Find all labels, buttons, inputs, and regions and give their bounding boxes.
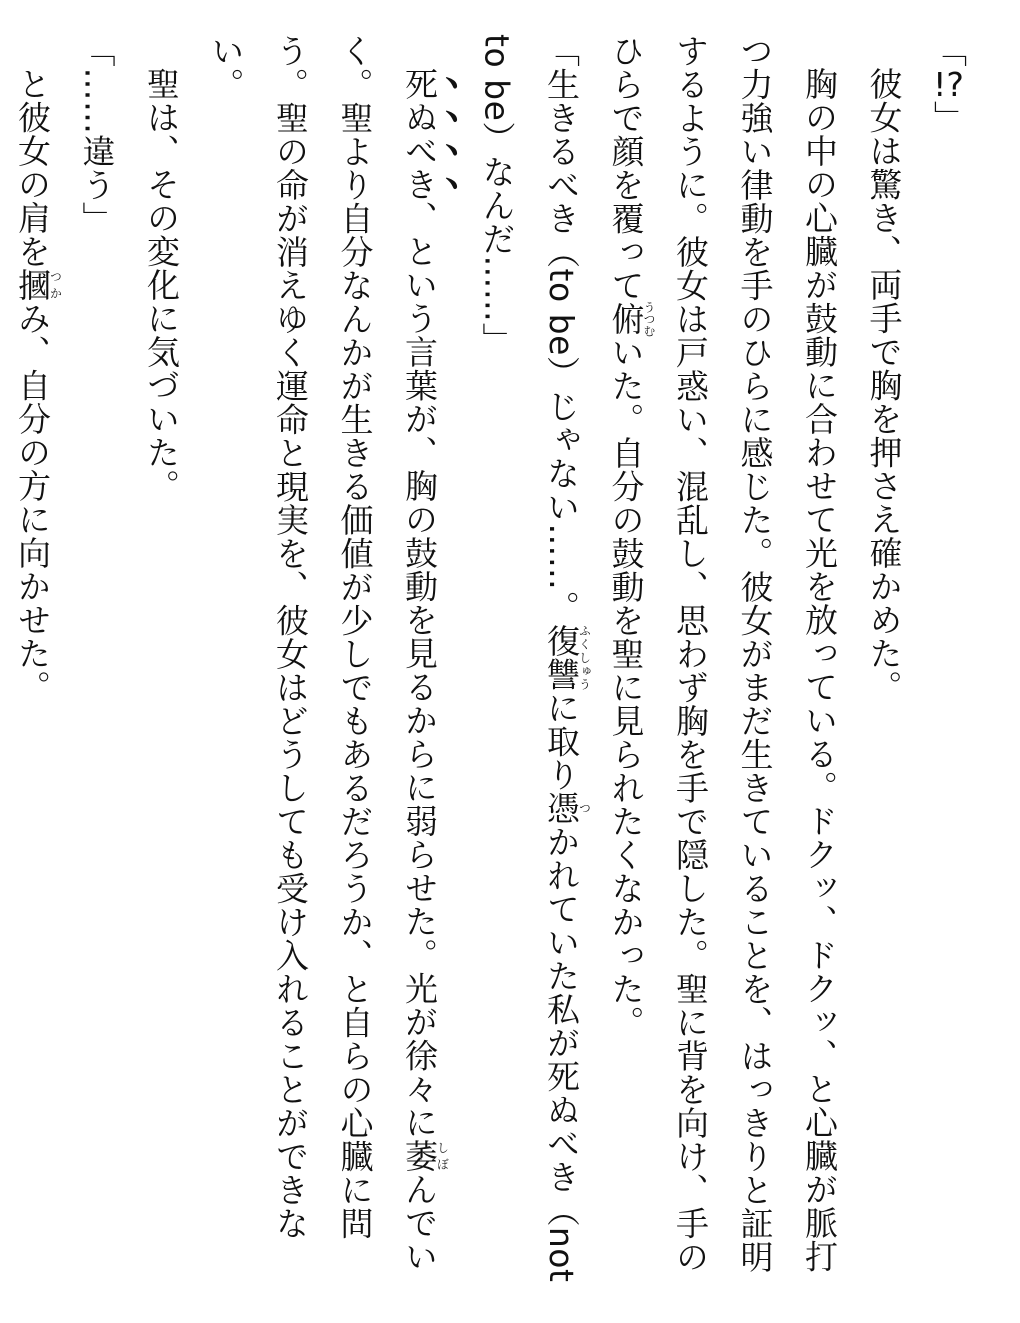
text-run: と彼女の肩を [13, 67, 52, 268]
paragraph-p4 [464, 34, 593, 1294]
paragraph-p2 [851, 34, 916, 1294]
ruby-base: 摑 [13, 268, 52, 302]
ruby-annotated-word [542, 791, 592, 825]
text-run: 「……違う」 [77, 34, 117, 235]
text-run: 「 [929, 34, 968, 68]
ruby-reading: つか [48, 268, 63, 302]
paragraph-p1 [916, 34, 981, 1294]
emphasized-text: 死ぬべき [400, 67, 439, 201]
text-run: 胸の中の心臓が鼓動に合わせて光を放っている。ドクッ、ドクッ、と心臓が脈打つ力強い律動を手のひらに感じた。彼女がまだ生きていることを、はっきりと証明するように。彼女は戸惑い、混乱し、思わず胸を手で隠した。聖に背を向け、手のひらで顔を覆って [606, 34, 839, 1274]
ruby-annotated-word [542, 623, 592, 691]
upright-punctuation: !? [933, 67, 964, 101]
ruby-reading: つ [577, 791, 592, 825]
ruby-base: 復讐 [542, 623, 581, 691]
paragraph-p7 [64, 34, 129, 1294]
paragraph-p5 [193, 34, 464, 1294]
paragraph-p8 [0, 34, 64, 1294]
ruby-reading: うつむ [642, 300, 656, 337]
ruby-reading: ふくしゅう [577, 623, 592, 691]
text-run: 「生きるべき（to be）じゃない……。 [542, 34, 581, 624]
text-run: 、という言葉が、胸の鼓動を見るからに弱らせた。光が徐々に [400, 201, 439, 1139]
text-run: み、自分の方に向かせた。 [13, 301, 52, 704]
vertical-text-body [13, 34, 980, 1294]
paragraph-p3 [593, 34, 851, 1294]
text-run: かれていた私が死ぬべき（not to be）なんだ……」 [477, 34, 581, 1283]
text-run: に取り [542, 690, 581, 792]
paragraph-p6 [129, 34, 194, 1294]
text-run: 彼女は驚き、両手で胸を押さえ確かめた。 [864, 67, 904, 704]
text-run: 聖は、その変化に気づいた。 [142, 67, 181, 503]
ruby-base: 俯 [606, 300, 646, 337]
ruby-annotated-word [606, 300, 656, 337]
ruby-annotated-word [400, 1139, 450, 1173]
ruby-base: 萎 [400, 1139, 439, 1173]
ruby-annotated-word [13, 268, 63, 302]
ruby-reading: しぼ [435, 1139, 450, 1173]
text-run: んでいく。聖より自分なんかが生きる価値が少しでもあるだろうか、と自らの心臓に問う。聖の命が消えゆく運命と現実を、彼女はどうしても受け入れることができない。 [206, 34, 439, 1273]
ruby-base: 憑 [542, 791, 581, 825]
text-run: いた。自分の鼓動を聖に見られたくなかった。 [606, 335, 646, 1039]
text-run: 」 [929, 100, 968, 134]
